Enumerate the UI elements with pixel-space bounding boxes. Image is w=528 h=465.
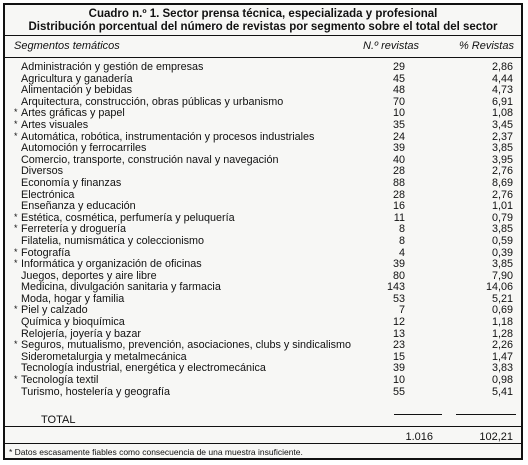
segment-cell: Fotografía bbox=[21, 246, 71, 259]
count-cell: 53 bbox=[392, 292, 405, 305]
count-cell: 28 bbox=[392, 165, 405, 178]
percent-cell: 0,79 bbox=[491, 211, 513, 224]
count-cell: 45 bbox=[392, 72, 405, 85]
percent-cell: 5,41 bbox=[491, 385, 513, 398]
count-cell: 48 bbox=[392, 84, 405, 97]
percent-cell: 14,06 bbox=[485, 281, 513, 294]
percent-cell: 2,76 bbox=[491, 165, 513, 178]
segment-cell: Ferretería y droguería bbox=[21, 223, 127, 236]
segment-cell: Administración y gestión de empresas bbox=[21, 61, 204, 73]
title-line-2: Distribución porcentual del número de revistas por segmento sobre el total del sector bbox=[28, 21, 498, 33]
title-line-1: Cuadro n.º 1. Sector prensa técnica, especializada y profesional bbox=[88, 8, 438, 20]
percent-cell: 1,28 bbox=[491, 327, 513, 340]
count-cell: 35 bbox=[392, 118, 405, 131]
segment-cell: Relojería, joyería y bazar bbox=[21, 327, 142, 340]
percent-cell: 0,39 bbox=[491, 246, 513, 259]
asterisk-mark: * bbox=[14, 107, 18, 118]
percent-cell: 3,83 bbox=[491, 362, 513, 375]
table-body bbox=[5, 62, 521, 398]
segment-cell: Alimentación y bebidas bbox=[21, 84, 133, 97]
header-segment: Segmentos temáticos bbox=[14, 40, 120, 52]
total-label-row bbox=[5, 416, 521, 429]
segment-cell: Tecnología textil bbox=[21, 374, 99, 387]
segment-cell: Tecnología industrial, energética y electromecánica bbox=[21, 362, 266, 375]
table-frame bbox=[3, 3, 523, 460]
count-cell: 70 bbox=[392, 95, 405, 108]
segment-cell: Química y bioquímica bbox=[21, 316, 125, 329]
count-cell: 8 bbox=[398, 234, 405, 247]
count-cell: 40 bbox=[392, 153, 405, 166]
table-row bbox=[5, 375, 521, 387]
table-row bbox=[5, 62, 521, 74]
segment-cell: Informática y organización de oficinas bbox=[21, 258, 202, 271]
count-cell: 24 bbox=[392, 130, 405, 143]
count-cell: 16 bbox=[392, 200, 405, 213]
count-cell: 39 bbox=[392, 362, 405, 375]
count-cell: 143 bbox=[386, 281, 405, 294]
asterisk-mark: * bbox=[14, 339, 18, 350]
asterisk-mark: * bbox=[14, 304, 18, 315]
column-headers bbox=[5, 38, 521, 54]
table-row bbox=[5, 143, 521, 155]
count-cell: 11 bbox=[393, 211, 405, 224]
percent-cell: 1,08 bbox=[491, 107, 513, 120]
percent-cell: 2,26 bbox=[491, 339, 513, 352]
percent-cell: 4,73 bbox=[491, 84, 513, 97]
percent-cell: 5,21 bbox=[491, 292, 513, 305]
segment-cell: Comercio, transporte, construción naval y navegación bbox=[21, 153, 279, 166]
count-sum-rule bbox=[394, 414, 442, 415]
percent-cell: 2,76 bbox=[491, 188, 513, 201]
segment-cell: Filatelia, numismática y coleccionismo bbox=[21, 234, 205, 247]
table-title bbox=[5, 5, 521, 34]
segment-cell: Automática, robótica, instrumentación y procesos industriales bbox=[21, 130, 315, 143]
table-row bbox=[5, 317, 521, 329]
percent-sum-rule bbox=[456, 414, 516, 415]
percent-cell: 0,59 bbox=[491, 234, 513, 247]
asterisk-mark: * bbox=[14, 118, 18, 129]
segment-cell: Economía y finanzas bbox=[21, 176, 122, 189]
header-percent: % Revistas bbox=[458, 40, 514, 52]
count-cell: 88 bbox=[392, 176, 405, 189]
header-count: N.º revistas bbox=[363, 40, 419, 52]
percent-cell: 1,47 bbox=[491, 350, 513, 363]
count-cell: 15 bbox=[392, 350, 405, 363]
percent-cell: 3,85 bbox=[491, 142, 513, 155]
segment-cell: Enseñanza y educación bbox=[21, 200, 136, 213]
segment-cell: Automoción y ferrocarriles bbox=[21, 142, 147, 155]
count-cell: 10 bbox=[392, 107, 405, 120]
segment-cell: Medicina, divulgación sanitaria y farmacia bbox=[21, 281, 221, 294]
count-cell: 28 bbox=[392, 188, 405, 201]
table-row bbox=[5, 120, 521, 132]
segment-cell: Electrónica bbox=[21, 188, 75, 201]
percent-cell: 7,90 bbox=[491, 269, 513, 282]
count-cell: 39 bbox=[392, 142, 405, 155]
table-row bbox=[5, 201, 521, 213]
segment-cell: Agricultura y ganadería bbox=[21, 72, 133, 85]
percent-cell: 3,85 bbox=[491, 258, 513, 271]
percent-cell: 3,95 bbox=[491, 153, 513, 166]
count-cell: 12 bbox=[392, 316, 405, 329]
total-divider bbox=[5, 426, 521, 427]
total-count: 1.016 bbox=[405, 431, 433, 443]
title-divider bbox=[5, 35, 521, 36]
asterisk-mark: * bbox=[14, 211, 18, 222]
segment-cell: Artes gráficas y papel bbox=[21, 107, 125, 120]
count-cell: 8 bbox=[398, 223, 405, 236]
percent-cell: 0,98 bbox=[491, 374, 513, 387]
count-cell: 13 bbox=[392, 327, 405, 340]
percent-cell: 1,18 bbox=[491, 316, 513, 329]
table-row bbox=[5, 387, 521, 399]
asterisk-mark: * bbox=[14, 246, 18, 257]
percent-cell: 4,44 bbox=[491, 72, 513, 85]
percent-cell: 2,37 bbox=[491, 130, 513, 143]
percent-cell: 3,45 bbox=[491, 118, 513, 131]
total-percent: 102,21 bbox=[479, 431, 513, 443]
asterisk-mark: * bbox=[14, 223, 18, 234]
count-cell: 39 bbox=[392, 258, 405, 271]
asterisk-mark: * bbox=[14, 130, 18, 141]
table-row bbox=[5, 155, 521, 167]
count-cell: 7 bbox=[398, 304, 405, 317]
percent-cell: 6,91 bbox=[491, 95, 513, 108]
percent-cell: 0,69 bbox=[491, 304, 513, 317]
percent-cell: 3,85 bbox=[491, 223, 513, 236]
segment-cell: Artes visuales bbox=[21, 118, 89, 131]
table-row bbox=[5, 259, 521, 271]
count-cell: 29 bbox=[392, 61, 405, 73]
percent-cell: 2,86 bbox=[491, 61, 513, 73]
segment-cell: Piel y calzado bbox=[21, 304, 88, 317]
segment-cell: Juegos, deportes y aire libre bbox=[21, 269, 157, 282]
count-cell: 4 bbox=[398, 246, 405, 259]
table-row bbox=[5, 178, 521, 190]
segment-cell: Seguros, mutualismo, prevención, asociaciones, clubs y sindicalismo bbox=[21, 339, 352, 352]
footer-divider bbox=[5, 443, 521, 444]
header-divider bbox=[5, 57, 521, 58]
percent-cell: 1,01 bbox=[491, 200, 513, 213]
segment-cell: Diversos bbox=[21, 165, 63, 178]
asterisk-mark: * bbox=[14, 258, 18, 269]
segment-cell: Siderometalurgia y metalmecánica bbox=[21, 350, 187, 363]
segment-cell: Moda, hogar y familia bbox=[21, 292, 125, 305]
count-cell: 55 bbox=[392, 385, 405, 398]
footnote: * Datos escasamente fiables como consecuencia de una muestra insuficiente. bbox=[9, 447, 303, 457]
table-row bbox=[5, 236, 521, 248]
segment-cell: Estética, cosmética, perfumería y peluquería bbox=[21, 211, 235, 224]
total-label: TOTAL bbox=[41, 414, 76, 426]
segment-cell: Turismo, hostelería y geografía bbox=[21, 385, 171, 398]
asterisk-mark: * bbox=[14, 374, 18, 385]
count-cell: 23 bbox=[392, 339, 405, 352]
count-cell: 10 bbox=[392, 374, 405, 387]
count-cell: 80 bbox=[392, 269, 405, 282]
percent-cell: 8,69 bbox=[491, 176, 513, 189]
segment-cell: Arquitectura, construcción, obras públicas y urbanismo bbox=[21, 95, 284, 108]
